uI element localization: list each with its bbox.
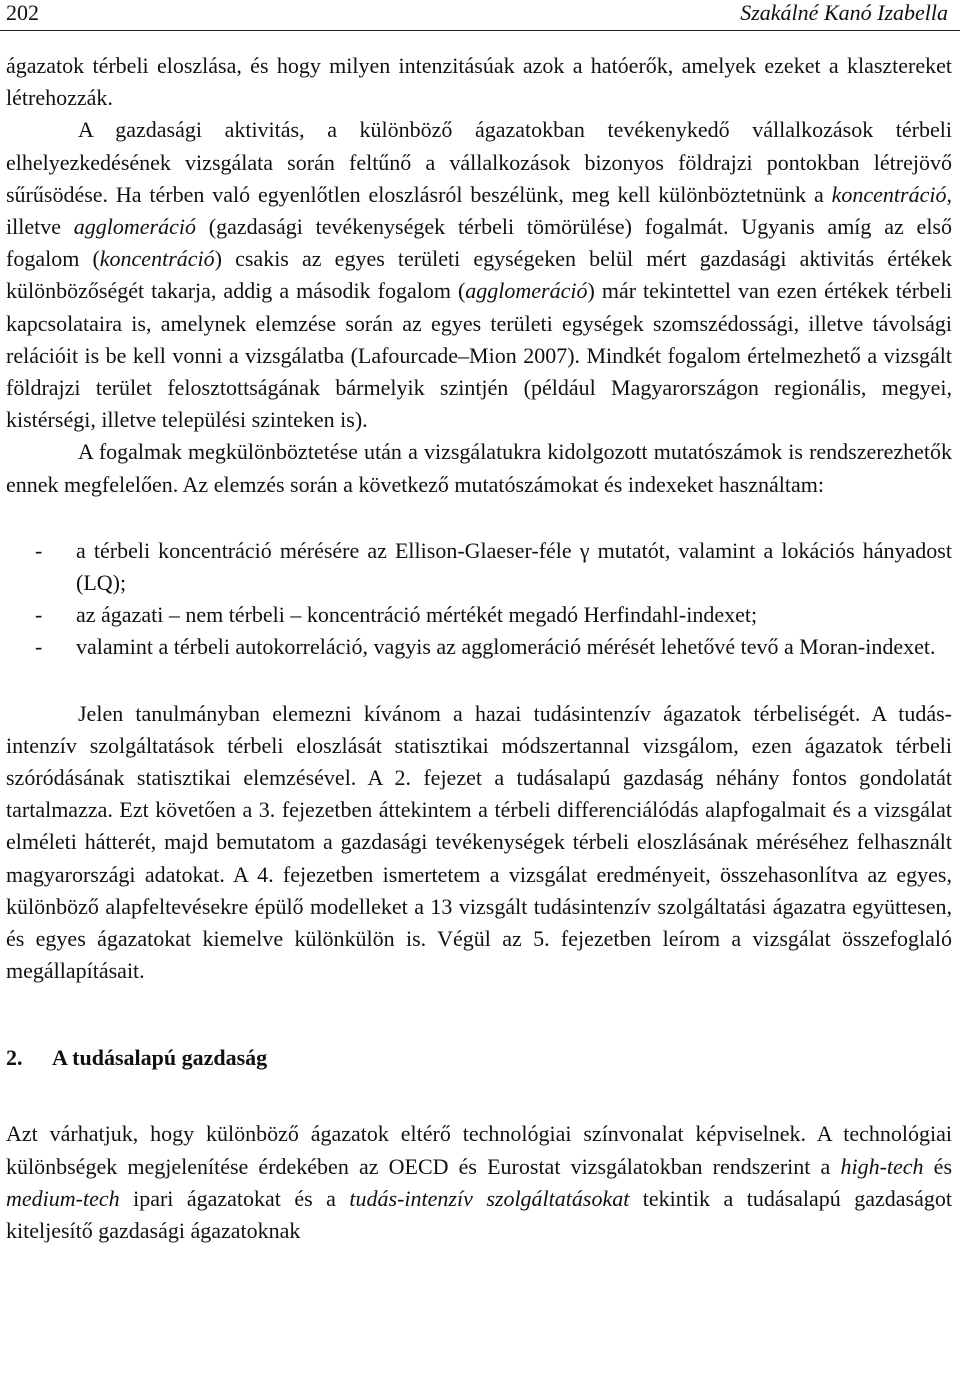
list-item-text: valamint a térbeli autokorreláció, vagyis az agglomeráció mérését lehetővé tevő a Moran-indexet. xyxy=(76,634,936,660)
list-item xyxy=(6,535,952,599)
spacer xyxy=(6,987,952,1042)
paragraph-2-text: A gazdasági aktivitás, a különböző ágazatokban tevékenykedő vállalkozások térbeli elhelyezkedésének vizsgálata során feltűnő a vállalkozások bizonyos földrajzi pontokban létrejövő sűrűsödése. Ha térben való egyenlőtlen eloszlásról beszélünk, meg kell különböztetnünk a xyxy=(6,117,952,207)
indicator-list xyxy=(6,535,952,664)
paragraph-5-text: tekintik a tudásalapú gazdaságot kiteljesítő gazdasági ágazatoknak xyxy=(6,1185,952,1244)
paragraph-2 xyxy=(6,114,952,436)
paragraph-2-text: ) csakis az egyes területi egységeken belül mért gazdasági aktivitás értékek különbözőségét takarja, addig a második fogalom ( xyxy=(6,246,952,304)
list-item-text: az ágazati – nem térbeli – koncentráció mértékét megadó Herfindahl-indexet; xyxy=(76,602,758,628)
section-number: 2. xyxy=(6,1045,23,1071)
term-high-tech: high-tech xyxy=(840,1153,924,1179)
dash-bullet: - xyxy=(35,602,43,628)
paragraph-2-text: , illetve xyxy=(6,181,952,240)
section-title: A tudásalapú gazdaság xyxy=(52,1045,268,1071)
spacer xyxy=(6,1074,952,1118)
list-item xyxy=(6,631,952,663)
list-item xyxy=(6,599,952,631)
paragraph-2-text: (gazdasági tevékenységek térbeli tömörülése) fogalmát. Ugyanis amíg az első fogalom ( xyxy=(6,214,952,272)
spacer xyxy=(6,501,952,535)
term-koncentracio: koncentráció xyxy=(99,246,215,272)
paragraph-2-text: ) már tekintettel van ezen értékek térbeli kapcsolataira is, amelynek elemzése során az egyes területi egységek szomszédossági, illetve távolsági relációit is be kell vonni a vizsgálatba (Lafourcade–Mion 2007). Mindkét fogalom értelmezhető a vizsgált földrajzi terület felosztottságának bármelyik szintjén (például Magyarországon regionális, megyei, kistérségi, illetve települési szinteken is). xyxy=(6,278,953,433)
term-medium-tech: medium-tech xyxy=(6,1185,120,1211)
paragraph-5-text: és xyxy=(923,1153,953,1179)
dash-bullet: - xyxy=(35,634,43,660)
term-tudas-intenziv: tudás-intenzív szolgáltatásokat xyxy=(349,1185,630,1211)
paragraph-3: A fogalmak megkülönböztetése után a vizsgálatukra kidolgozott mutatószámok is rendszerezhetők ennek megfelelően. Az elemzés során a következő mutatószámokat és indexeket használtam: xyxy=(6,439,952,497)
term-agglomeracio: agglomeráció xyxy=(465,278,588,304)
dash-bullet: - xyxy=(35,537,43,563)
running-author: Szakálné Kanó Izabella xyxy=(740,0,948,25)
spacer xyxy=(6,664,952,698)
document-body xyxy=(6,50,952,1247)
paragraph-5-text: ipari ágazatokat és a xyxy=(119,1185,350,1211)
term-agglomeracio: agglomeráció xyxy=(73,214,196,240)
term-koncentracio: koncentráció xyxy=(831,181,947,207)
paragraph-5-text: Azt várhatjuk, hogy különböző ágazatok eltérő technológiai színvonalat képviselnek. A technológiai különbségek megjelenítése érdekében az OECD és Eurostat vizsgálatokban rendszerint a xyxy=(6,1121,952,1179)
section-heading xyxy=(6,1042,952,1074)
paragraph-5 xyxy=(6,1118,952,1247)
list-item-text: a térbeli koncentráció mérésére az Ellison-Glaeser-féle γ mutatót, valamint a lokációs hányadost (LQ); xyxy=(76,537,952,596)
paragraph-4: Jelen tanulmányban elemezni kívánom a hazai tudásintenzív ágazatok térbeliségét. A tudás-intenzív szolgáltatások térbeli eloszlását statisztikai módszertannal vizsgálom, ezen ágazatok térbeli szóródásának statisztikai elemzésével. A 2. fejezet a tudásalapú gazdaság néhány fontos gondolatát tartalmazza. Ezt követően a 3. fejezetben áttekintem a térbeli differenciálódás alapfogalmait és a vizsgálat elméleti hátterét, majd bemutatom a gazdasági tevékenységek térbeli eloszlásának méréséhez felhasznált magyarországi adatokat. A 4. fejezetben ismertetem a vizsgálat eredményeit, összehasonlítva az egyes, különböző alapfeltevésekre épülő modelleket a 13 vizsgált tudásintenzív szolgáltatási ágazatra együttesen, és egyes ágazatokat kiemelve különkülön is. Végül az 5. fejezetben leírom a vizsgálat összefoglaló megállapításait. xyxy=(6,700,952,984)
paragraph-1: ágazatok térbeli eloszlása, és hogy milyen intenzitásúak azok a hatóerők, amelyek ezeket a klasztereket létrehozzák. xyxy=(6,53,952,111)
page-number: 202 xyxy=(6,0,39,25)
running-header xyxy=(0,0,960,31)
